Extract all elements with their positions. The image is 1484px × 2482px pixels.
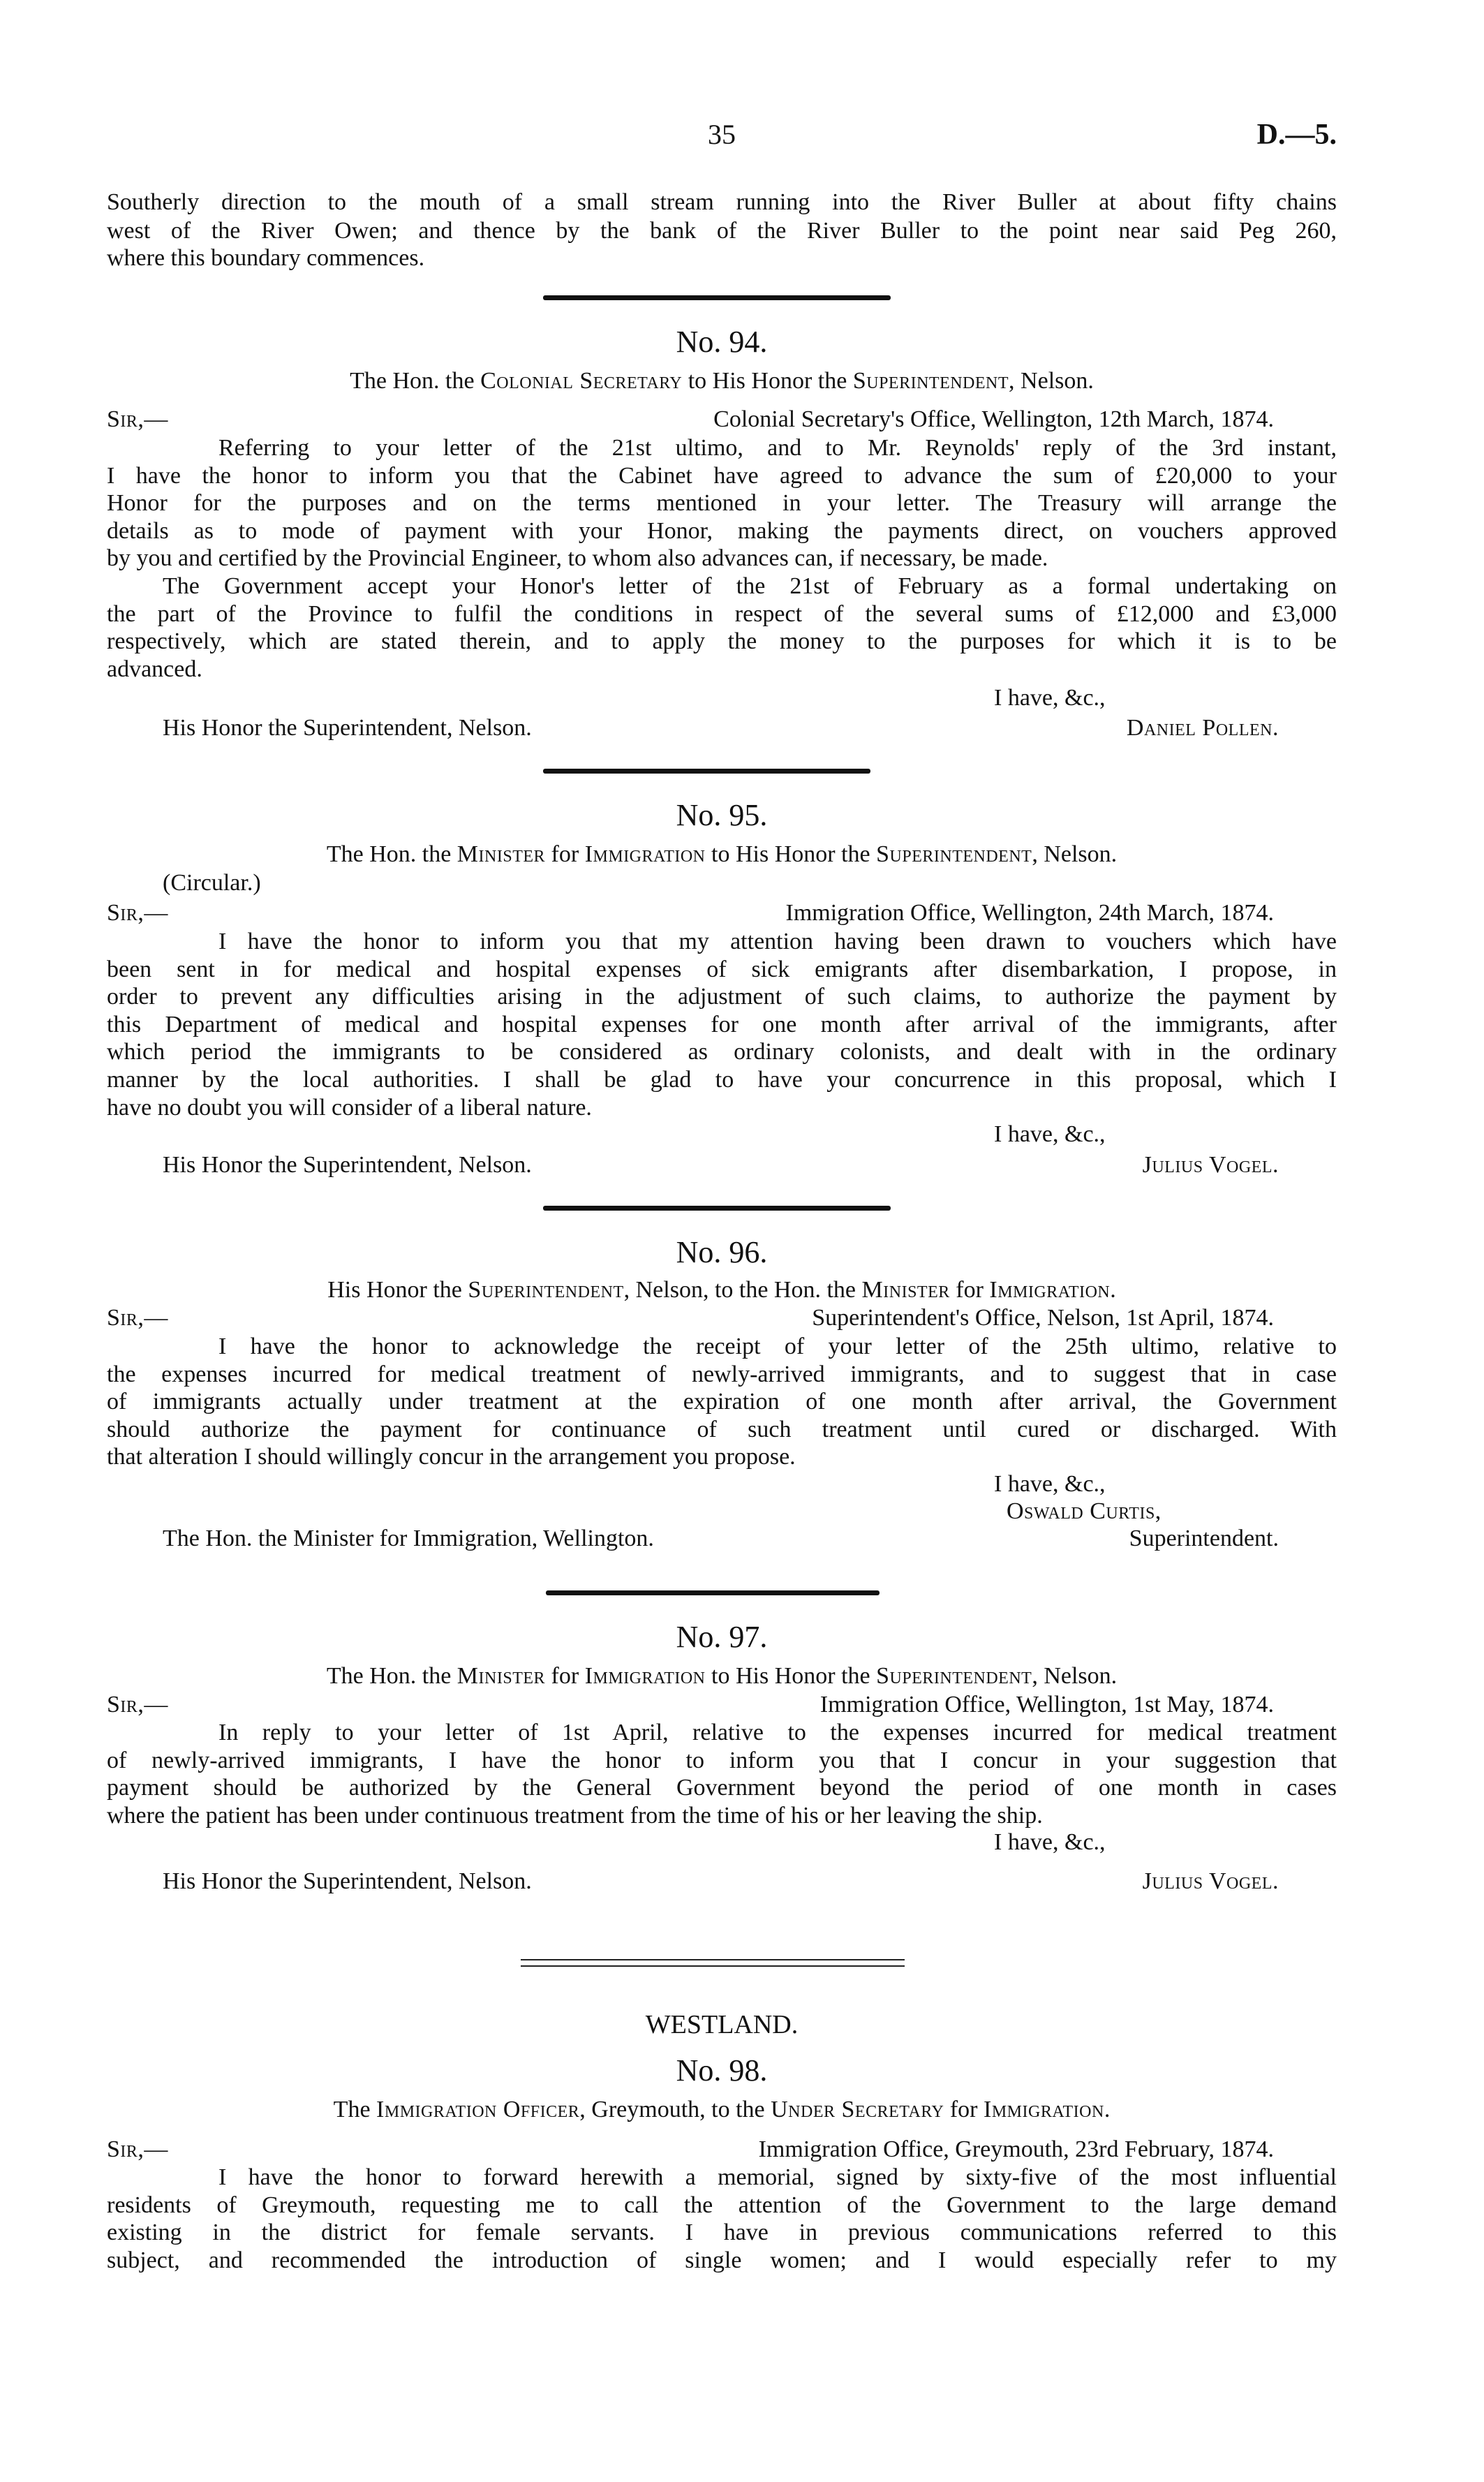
body-text-line: should authorize the payment for continuance of such treatment until cured or discharged. With — [107, 1416, 1337, 1442]
body-text-line: which period the immigrants to be considered as ordinary colonists, and dealt with in the ordinary — [107, 1039, 1337, 1065]
double-rule-divider — [521, 1959, 905, 1960]
body-text-line: residents of Greymouth, requesting me to call the attention of the Government to the large demand — [107, 2192, 1337, 2218]
body-text-line: I have the honor to acknowledge the receipt of your letter of the 25th ultimo, relative to — [218, 1334, 1337, 1359]
body-text-line: Honor for the purposes and on the terms mentioned in your letter. The Treasury will arrange the — [107, 490, 1337, 517]
address-segment: Superintendent — [468, 1277, 624, 1303]
body-text-line: existing in the district for female servants. I have in previous communications referred to this — [107, 2219, 1337, 2246]
letter-address — [107, 2096, 1337, 2124]
letter-address — [107, 367, 1337, 395]
place-date: Immigration Office, Wellington, 24th March, 1874. — [785, 900, 1274, 926]
letter-number: No. 98. — [676, 2053, 768, 2088]
address-segment: for — [545, 1663, 585, 1689]
closing-phrase: I have, &c., — [994, 1121, 1106, 1147]
body-text-line: details as to mode of payment with your Honor, making the payments direct, on vouchers approved — [107, 517, 1337, 544]
address-segment: to His Honor the — [682, 368, 853, 394]
salutation-line — [107, 406, 1274, 434]
place-date: Immigration Office, Wellington, 1st May, 1874. — [819, 1692, 1274, 1718]
body-text-line: manner by the local authorities. I shall be glad to have your concurrence in this proposal, which I — [107, 1067, 1337, 1093]
place-date: Colonial Secretary's Office, Wellington, 12th March, 1874. — [713, 406, 1274, 432]
letter-number: No. 95. — [676, 798, 768, 832]
document-reference: D.—5. — [1256, 119, 1337, 151]
place-date: Immigration Office, Greymouth, 23rd February, 1874. — [758, 2136, 1274, 2162]
place-date: Superintendent's Office, Nelson, 1st April, 1874. — [812, 1305, 1274, 1331]
body-text-line: Referring to your letter of the 21st ultimo, and to Mr. Reynolds' reply of the 3rd instant, — [218, 435, 1337, 461]
salutation: Sir,— — [107, 1692, 168, 1718]
intro-paragraph-line: Southerly direction to the mouth of a small stream running into the River Buller at about fifty chains — [107, 189, 1337, 215]
address-segment: , Nelson. — [1032, 1663, 1118, 1689]
address-segment: Immigration — [989, 1277, 1111, 1303]
address-segment: Immigration Officer — [376, 2097, 580, 2122]
address-segment: , Nelson. — [1009, 368, 1094, 394]
section-rule-divider — [546, 1590, 880, 1595]
body-text-line: the part of the Province to fulfil the conditions in respect of the several sums of £12,000 and £3,000 — [107, 600, 1337, 627]
address-segment: Minister — [457, 1663, 546, 1689]
body-text-line: that alteration I should willingly concur in the arrangement you propose. — [107, 1444, 796, 1470]
intro-paragraph-line: where this boundary commences. — [107, 245, 425, 271]
address-segment: His Honor the — [327, 1277, 468, 1303]
letter-address — [107, 841, 1337, 869]
address-segment: The Hon. the — [350, 368, 481, 394]
section-heading: WESTLAND. — [645, 2010, 799, 2039]
address-segment: for — [545, 841, 585, 867]
signer: Julius Vogel. — [1142, 1868, 1279, 1894]
address-segment: Immigration — [584, 841, 706, 867]
address-segment: for — [949, 1277, 990, 1303]
body-text-line: The Government accept your Honor's letter of the 21st of February as a formal undertaking on — [163, 573, 1337, 599]
body-text-line: I have the honor to inform you that the Cabinet have agreed to advance the sum of £20,000 to your — [107, 462, 1337, 489]
salutation: Sir,— — [107, 406, 168, 432]
body-text-line: payment should be authorized by the General Government beyond the period of one month in cases — [107, 1775, 1337, 1801]
address-segment: to His Honor the — [705, 841, 877, 867]
salutation: Sir,— — [107, 900, 168, 926]
signer: Superintendent. — [1129, 1526, 1279, 1551]
address-segment: Colonial Secretary — [480, 368, 683, 394]
body-text-line: have no doubt you will consider of a liberal nature. — [107, 1094, 592, 1121]
address-segment: The Hon. the — [326, 841, 457, 867]
body-text-line: I have the honor to inform you that my attention having been drawn to vouchers which have — [218, 929, 1337, 954]
address-segment: . — [1110, 1277, 1116, 1303]
body-text-line: of newly-arrived immigrants, I have the honor to inform you that I concur in your suggestion that — [107, 1747, 1337, 1773]
body-text-line: In reply to your letter of 1st April, relative to the expenses incurred for medical treatment — [218, 1720, 1337, 1745]
signer: Daniel Pollen. — [1126, 715, 1279, 741]
body-text-line: where the patient has been under continuous treatment from the time of his or her leaving the ship. — [107, 1802, 1043, 1829]
body-text-line: subject, and recommended the introduction of single women; and I would especially refer to my — [107, 2247, 1337, 2273]
address-segment: Minister — [457, 841, 546, 867]
body-text-line: of immigrants actually under treatment at the expiration of one month after arrival, the Government — [107, 1389, 1337, 1415]
body-text-line: I have the honor to forward herewith a memorial, signed by sixty-five of the most influential — [218, 2164, 1337, 2190]
signer: Julius Vogel. — [1142, 1152, 1279, 1178]
closing-phrase: I have, &c., — [994, 685, 1106, 711]
section-rule-divider — [543, 1206, 891, 1211]
section-rule-divider — [543, 769, 870, 774]
double-rule-divider — [521, 1965, 905, 1967]
address-segment: Superintendent — [876, 841, 1032, 867]
letter-address — [107, 1662, 1337, 1690]
letter-address — [107, 1276, 1337, 1304]
body-text-line: respectively, which are stated therein, and to apply the money to the purposes for which it is to be — [107, 628, 1337, 655]
address-segment: Immigration — [584, 1663, 706, 1689]
signature-name: Oswald Curtis, — [1007, 1498, 1162, 1524]
salutation: Sir,— — [107, 2136, 168, 2162]
address-segment: to His Honor the — [705, 1663, 877, 1689]
circular-note: (Circular.) — [163, 870, 261, 896]
closing-phrase: I have, &c., — [994, 1471, 1106, 1497]
body-text-line: advanced. — [107, 656, 202, 682]
address-segment: , Nelson. — [1032, 841, 1118, 867]
letter-number: No. 97. — [676, 1620, 768, 1654]
body-text-line: been sent in for medical and hospital expenses of sick emigrants after disembarkation, I propose, in — [107, 956, 1337, 982]
address-segment: Superintendent — [852, 368, 1009, 394]
salutation-line — [107, 1304, 1274, 1332]
address-segment: The — [333, 2097, 377, 2122]
address-segment: for — [944, 2097, 984, 2122]
address-segment: , Nelson, to the Hon. the — [623, 1277, 862, 1303]
recipient: His Honor the Superintendent, Nelson. — [163, 1152, 532, 1178]
body-text-line: this Department of medical and hospital expenses for one month after arrival of the immigrants, after — [107, 1011, 1337, 1037]
closing-phrase: I have, &c., — [994, 1829, 1106, 1855]
letter-number: No. 96. — [676, 1235, 768, 1269]
page-number: 35 — [708, 119, 736, 150]
section-rule-divider — [543, 295, 891, 300]
body-text-line: the expenses incurred for medical treatment of newly-arrived immigrants, and to suggest that in case — [107, 1361, 1337, 1387]
address-segment: Minister — [861, 1277, 950, 1303]
recipient: His Honor the Superintendent, Nelson. — [163, 1868, 532, 1894]
salutation-line — [107, 1691, 1274, 1719]
letter-number: No. 94. — [676, 325, 768, 359]
intro-paragraph-line: west of the River Owen; and thence by the bank of the River Buller to the point near said Peg 260, — [107, 218, 1337, 244]
address-segment: Superintendent — [876, 1663, 1032, 1689]
recipient: His Honor the Superintendent, Nelson. — [163, 715, 532, 741]
salutation: Sir,— — [107, 1305, 168, 1331]
salutation-line — [107, 2136, 1274, 2164]
address-segment: , Greymouth, to the — [579, 2097, 771, 2122]
recipient: The Hon. the Minister for Immigration, Wellington. — [163, 1526, 654, 1551]
address-segment: . — [1104, 2097, 1111, 2122]
body-text-line: by you and certified by the Provincial Engineer, to whom also advances can, if necessary, be made. — [107, 545, 1048, 572]
address-segment: The Hon. the — [326, 1663, 457, 1689]
address-segment: Immigration — [984, 2097, 1104, 2122]
salutation-line — [107, 899, 1274, 927]
address-segment: Under Secretary — [771, 2097, 944, 2122]
body-text-line: order to prevent any difficulties arising in the adjustment of such claims, to authorize the payment by — [107, 984, 1337, 1010]
